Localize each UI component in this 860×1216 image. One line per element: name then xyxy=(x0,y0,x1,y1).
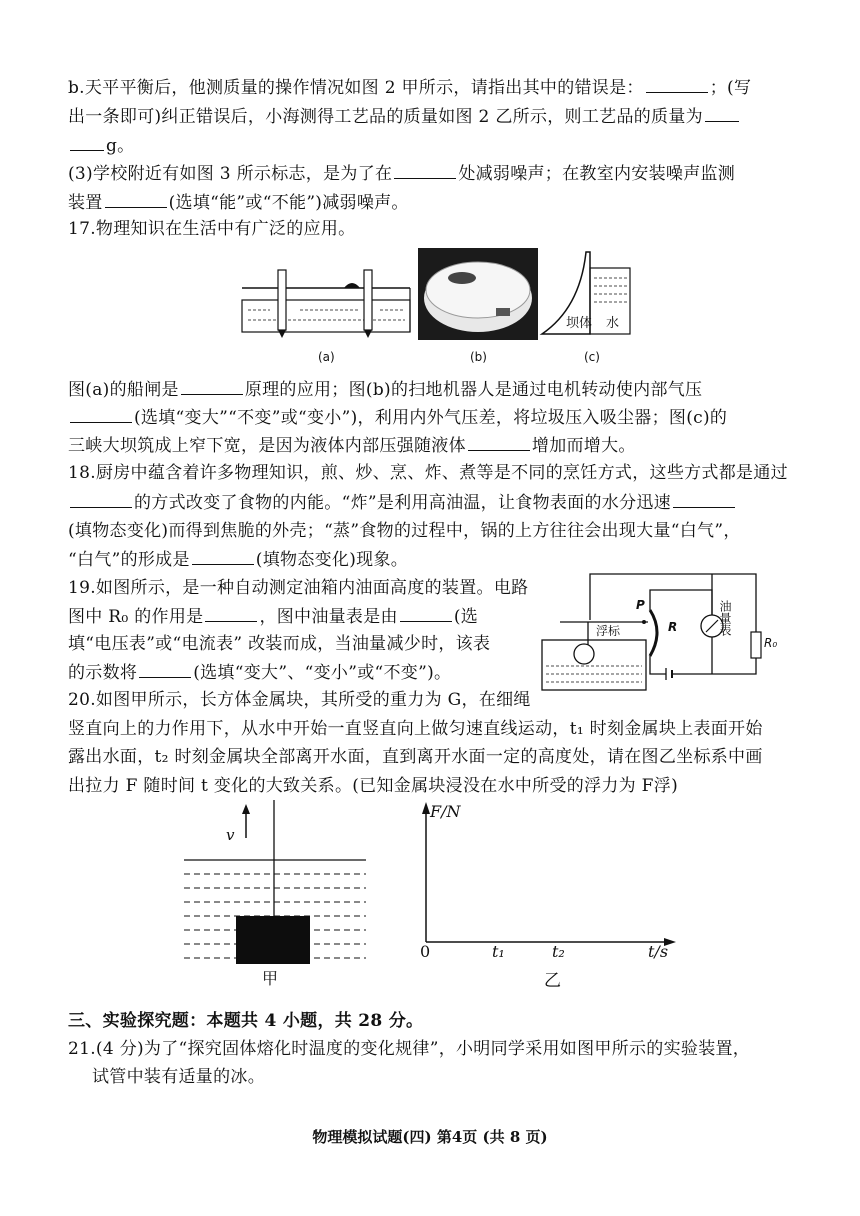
oil-gauge-circuit xyxy=(540,570,788,695)
q16-text: (选填“能”或“不能”)减弱噪声。 xyxy=(168,193,409,213)
q16-line1 xyxy=(68,76,808,99)
answer-blank[interactable] xyxy=(70,406,132,423)
q16-text: (3)学校附近有如图 3 所示标志，是为了在 xyxy=(68,164,393,184)
q18-line3 xyxy=(68,520,808,542)
q21-line1 xyxy=(68,1038,808,1060)
y-axis-arrow-icon xyxy=(422,802,430,814)
q18-text: (填物态变化)现象。 xyxy=(255,550,409,570)
q16-text: b.天平平衡后，他测质量的操作情况如图 2 甲所示，请指出其中的错误是： xyxy=(68,78,644,98)
force-time-axes xyxy=(410,800,680,950)
metal-block-figure xyxy=(180,800,370,965)
answer-blank[interactable] xyxy=(646,76,708,93)
q16-text: 出一条即可)纠正错误后，小海测得工艺品的质量如图 2 乙所示，则工艺品的质量为 xyxy=(68,107,703,127)
q19-text: (选填“变大”、“变小”或“不变”)。 xyxy=(193,663,452,683)
water-label: 水 xyxy=(606,316,620,331)
origin-label: 0 xyxy=(420,942,431,961)
q17-text: (选填“变大”“不变”或“变小”)，利用内外气压差，将垃圾压入吸尘器；图(c)的 xyxy=(134,408,728,428)
q18-text: 的方式改变了食物的内能。“炸”是利用高油温，让食物表面的水分迅速 xyxy=(134,493,671,513)
q16-text: 处减弱噪声；在教室内安装噪声监测 xyxy=(458,164,736,184)
answer-blank[interactable] xyxy=(70,134,104,151)
q20-line4 xyxy=(68,775,808,797)
q18-text: (填物态变化)而得到焦脆的外壳；“蒸”食物的过程中，锅的上方往往会出现大量“白气”， xyxy=(68,521,741,541)
q19-text: ，图中油量表是由 xyxy=(259,607,398,627)
q16-text: ；(写 xyxy=(709,78,752,98)
label-r: R xyxy=(668,620,678,634)
y-axis-label: F/N xyxy=(430,802,461,821)
q16-line4 xyxy=(68,162,808,185)
q20-line3 xyxy=(68,746,808,768)
q20-line1 xyxy=(68,689,538,711)
q16-line3 xyxy=(68,134,808,157)
q18-text: 18.厨房中蕴含着许多物理知识，煎、炒、烹、炸、煮等是不同的烹饪方式，这些方式都是通过 xyxy=(68,463,788,483)
q20-text: 出拉力 F 随时间 t 变化的大致关系。(已知金属块浸没在水中所受的浮力为 F浮) xyxy=(68,776,679,796)
q21-line2 xyxy=(92,1066,832,1088)
q19-line1 xyxy=(68,577,538,599)
q17-line3 xyxy=(68,434,808,457)
q17-text: 三峡大坝筑成上窄下宽，是因为液体内部压强随液体 xyxy=(68,436,466,456)
float-icon xyxy=(574,644,594,664)
answer-blank[interactable] xyxy=(400,605,452,622)
q18-line1 xyxy=(68,462,808,484)
q17-figures xyxy=(240,248,660,363)
q18-line4 xyxy=(68,548,808,571)
t1-label: t₁ xyxy=(492,942,505,961)
q20-text: 露出水面，t₂ 时刻金属块全部离开水面，直到离开水面一定的高度处，请在图乙坐标系中画 xyxy=(68,747,763,767)
q19-line4 xyxy=(68,661,538,684)
answer-blank[interactable] xyxy=(70,491,132,508)
variable-resistor-icon xyxy=(650,610,657,656)
q16-line5 xyxy=(68,191,808,214)
q17-stem xyxy=(68,218,808,240)
q20-text: 竖直向上的力作用下，从水中开始一直竖直向上做匀速直线运动，t₁ 时刻金属块上表面开始 xyxy=(68,719,763,739)
robot-vacuum-photo xyxy=(418,248,538,340)
figure-label-yi: 乙 xyxy=(544,971,561,991)
q21-text: 试管中装有适量的冰。 xyxy=(92,1067,265,1087)
q19-line2 xyxy=(68,605,538,628)
q16-text: g。 xyxy=(106,136,135,156)
answer-blank[interactable] xyxy=(181,378,243,395)
answer-blank[interactable] xyxy=(205,605,257,622)
label-float: 浮标 xyxy=(596,624,621,638)
q19-text: 填“电压表”或“电流表” 改装而成，当油量减少时，该表 xyxy=(68,634,491,654)
footer-text: 物理模拟试题(四) 第4页 (共 8 页) xyxy=(312,1128,548,1146)
dam-label: 坝体 xyxy=(566,316,593,331)
q17-line2 xyxy=(68,406,808,429)
figure-label-jia: 甲 xyxy=(262,969,279,988)
section-title: 三、实验探究题：本题共 4 小题，共 28 分。 xyxy=(68,1011,424,1031)
answer-blank[interactable] xyxy=(139,661,191,678)
arrow-up-icon xyxy=(242,804,250,814)
label-oil-meter: 油量表 xyxy=(718,600,732,636)
ship-lock-figure xyxy=(242,270,410,338)
q18-text: “白气”的形成是 xyxy=(68,550,190,570)
answer-blank[interactable] xyxy=(394,162,456,179)
q19-text: 19.如图所示，是一种自动测定油箱内油面高度的装置。电路 xyxy=(68,578,529,598)
q16-text: 装置 xyxy=(68,193,103,213)
question-text: 17.物理知识在生活中有广泛的应用。 xyxy=(68,219,356,239)
metal-block xyxy=(236,916,310,964)
figure-label-c: (c) xyxy=(584,350,600,364)
q21-text: 21.(4 分)为了“探究固体熔化时温度的变化规律”，小明同学采用如图甲所示的实验装置， xyxy=(68,1039,751,1059)
q16-line2 xyxy=(68,105,808,128)
figure-label-b: (b) xyxy=(470,350,487,364)
velocity-label: v xyxy=(226,826,235,844)
q19-line3 xyxy=(68,633,538,655)
section-heading xyxy=(68,1010,808,1032)
q17-text: 原理的应用；图(b)的扫地机器人是通过电机转动使内部气压 xyxy=(244,380,703,400)
page-footer xyxy=(0,1126,860,1147)
q18-line2 xyxy=(68,491,808,514)
x-axis-label: t/s xyxy=(648,942,669,961)
q19-text: (选 xyxy=(453,607,479,627)
answer-blank[interactable] xyxy=(705,105,739,122)
label-p: P xyxy=(636,598,645,612)
answer-blank[interactable] xyxy=(468,434,530,451)
resistor-r0-icon xyxy=(751,632,761,658)
figure-label-a: (a) xyxy=(318,350,335,364)
t2-label: t₂ xyxy=(552,942,565,961)
q20-line2 xyxy=(68,718,808,740)
answer-blank[interactable] xyxy=(192,548,254,565)
q17-text: 增加而增大。 xyxy=(531,436,636,456)
q17-text: 图(a)的船闸是 xyxy=(68,380,179,400)
q19-text: 图中 R₀ 的作用是 xyxy=(68,607,204,627)
q20-text: 20.如图甲所示，长方体金属块，其所受的重力为 G，在细绳 xyxy=(68,690,531,710)
label-r0: R₀ xyxy=(764,636,778,650)
answer-blank[interactable] xyxy=(105,191,167,208)
q19-text: 的示数将 xyxy=(68,663,138,683)
q17-line1 xyxy=(68,378,808,401)
answer-blank[interactable] xyxy=(673,491,735,508)
